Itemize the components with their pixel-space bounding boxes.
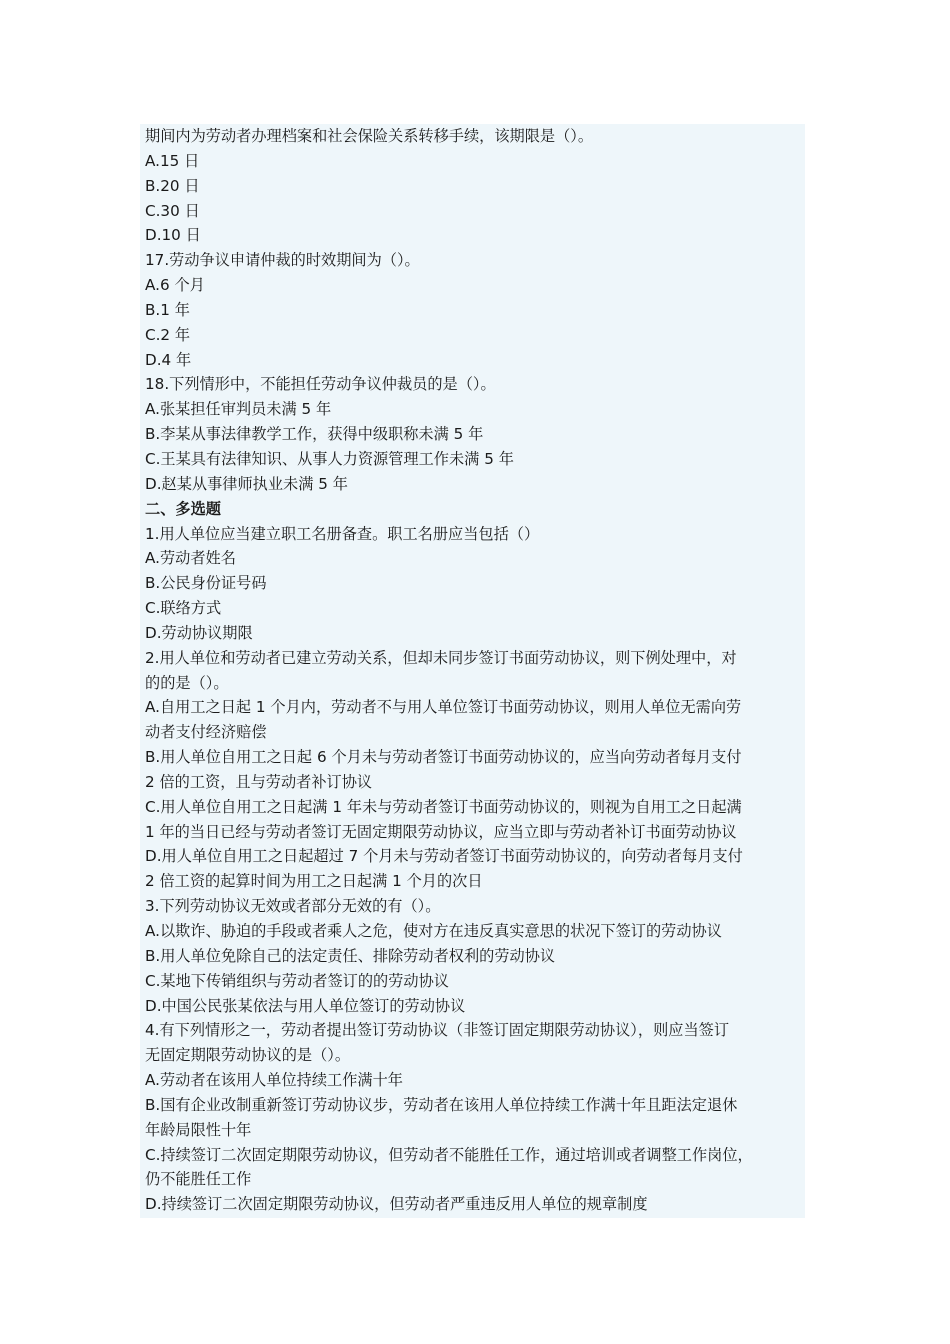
- option-line: C.王某具有法律知识、从事人力资源管理工作未满 5 年: [145, 449, 514, 468]
- question-line: 3.下列劳动协议无效或者部分无效的有（）。: [145, 897, 441, 916]
- option-line: B.用人单位免除自己的法定责任、排除劳动者权利的劳动协议: [145, 946, 556, 965]
- option-line: C.30 日: [145, 201, 200, 220]
- option-line: B.用人单位自用工之日起 6 个月未与劳动者签订书面劳动协议的，应当向劳动者每月支付: [145, 748, 742, 767]
- question-line: 2.用人单位和劳动者已建立劳动关系，但却未同步签订书面劳动协议，则下例处理中，对: [145, 648, 737, 667]
- option-line: D.持续签订二次固定期限劳动协议，但劳动者严重违反用人单位的规章制度: [145, 1195, 648, 1214]
- option-line: 2 倍的工资，且与劳动者补订协议: [145, 772, 373, 791]
- option-line: B.李某从事法律教学工作，获得中级职称未满 5 年: [145, 425, 484, 444]
- option-line: 动者支付经济赔偿: [145, 723, 267, 742]
- option-line: D.用人单位自用工之日起超过 7 个月未与劳动者签订书面劳动协议的，向劳动者每月支付: [145, 847, 743, 866]
- option-line: 仍不能胜任工作: [145, 1170, 252, 1189]
- option-line: A.6 个月: [145, 276, 205, 295]
- question-line: 1.用人单位应当建立职工名册备查。职工名册应当包括（）: [145, 524, 540, 543]
- exam-text-block: [140, 124, 805, 1218]
- option-line: C.持续签订二次固定期限劳动协议，但劳动者不能胜任工作，通过培训或者调整工作岗位，: [145, 1145, 753, 1164]
- section-heading: 二、多选题: [145, 499, 221, 518]
- option-line: A.劳动者姓名: [145, 549, 236, 568]
- option-line: A.张某担任审判员未满 5 年: [145, 400, 332, 419]
- option-line: D.赵某从事律师执业未满 5 年: [145, 474, 348, 493]
- question-line: 17.劳动争议申请仲裁的时效期间为（）。: [145, 251, 420, 270]
- option-line: B.1 年: [145, 300, 190, 319]
- option-line: A.15 日: [145, 151, 200, 170]
- option-line: C.某地下传销组织与劳动者签订的的劳动协议: [145, 971, 449, 990]
- option-line: 2 倍工资的起算时间为用工之日起满 1 个月的次日: [145, 872, 483, 891]
- question-line: 无固定期限劳动协议的是（）。: [145, 1046, 351, 1065]
- question-line: 18.下列情形中，不能担任劳动争议仲裁员的是（）。: [145, 375, 496, 394]
- option-line: C.2 年: [145, 325, 191, 344]
- option-line: B.公民身份证号码: [145, 574, 267, 593]
- option-line: A.以欺诈、胁迫的手段或者乘人之危，使对方在违反真实意思的状况下签订的劳动协议: [145, 922, 722, 940]
- option-line: C.用人单位自用工之日起满 1 年未与劳动者签订书面劳动协议的，则视为自用工之日起满: [145, 797, 742, 816]
- question-line: 4.有下列情形之一，劳动者提出签订劳动协议（非签订固定期限劳动协议），则应当签订: [145, 1021, 730, 1040]
- option-line: 1 年的当日已经与劳动者签订无固定期限劳动协议，应当立即与劳动者补订书面劳动协议: [145, 822, 737, 841]
- question-continuation: 期间内为劳动者办理档案和社会保险关系转移手续，该期限是（）。: [145, 127, 594, 145]
- option-line: 年龄局限性十年: [145, 1120, 252, 1139]
- question-line: 的的是（）。: [145, 673, 229, 692]
- option-line: B.国有企业改制重新签订劳动协议步，劳动者在该用人单位持续工作满十年且距法定退休: [145, 1095, 738, 1114]
- option-line: C.联络方式: [145, 599, 222, 618]
- option-line: A.劳动者在该用人单位持续工作满十年: [145, 1071, 403, 1090]
- option-line: D.10 日: [145, 226, 201, 245]
- option-line: B.20 日: [145, 176, 200, 195]
- option-line: D.中国公民张某依法与用人单位签订的劳动协议: [145, 996, 466, 1015]
- option-line: A.自用工之日起 1 个月内，劳动者不与用人单位签订书面劳动协议，则用人单位无需向劳: [145, 698, 742, 717]
- option-line: D.4 年: [145, 350, 192, 369]
- option-line: D.劳动协议期限: [145, 623, 253, 642]
